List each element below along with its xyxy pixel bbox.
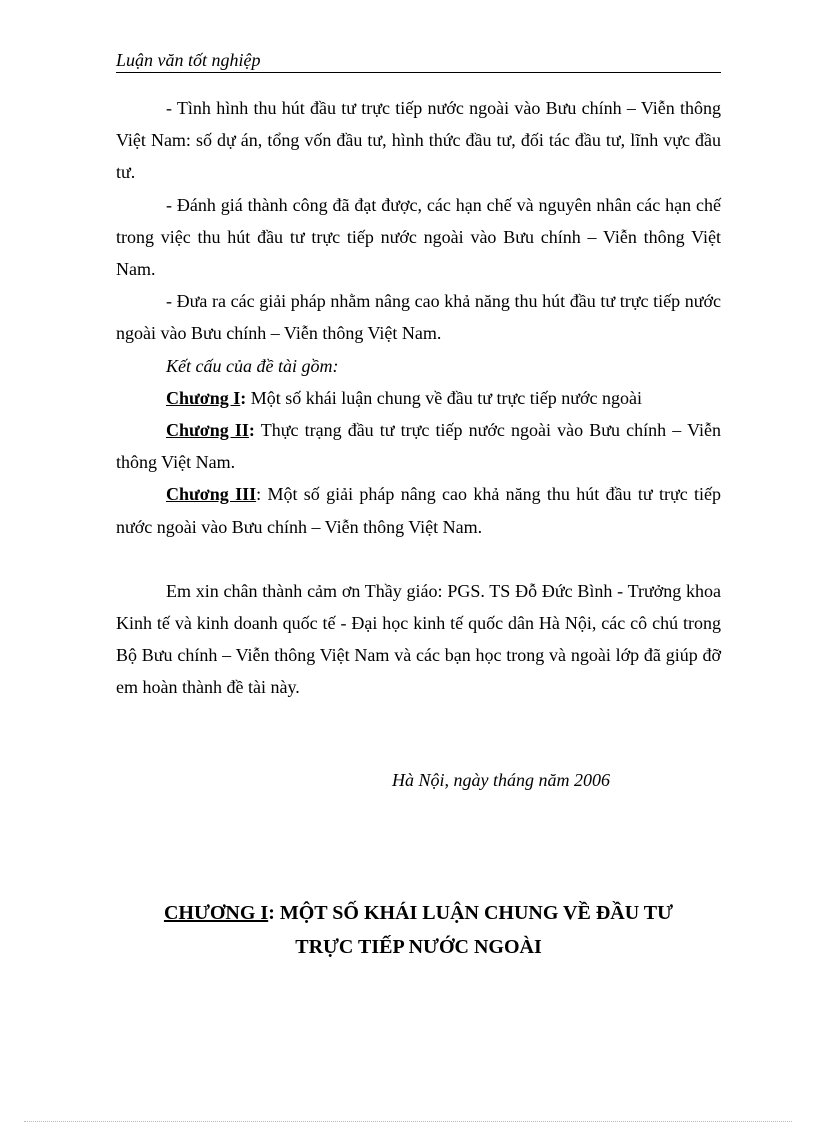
chapter-heading-line-1: [116, 896, 721, 930]
chapter-heading-line-2: TRỰC TIẾP NƯỚC NGOÀI: [295, 936, 542, 958]
structure-intro: Kết cấu của đề tài gồm:: [166, 355, 339, 376]
chapter-text: Thực trạng đầu tư trực tiếp nước ngoài vào Bưu chính – Viễn thông Việt Nam.: [116, 420, 721, 473]
objective-paragraph: - Đưa ra các giải pháp nhằm nâng cao khả năng thu hút đầu tư trực tiếp nước ngoài vào Bưu chính – Viễn thông Việt Nam.: [116, 291, 721, 344]
chapter-separator: :: [256, 484, 262, 505]
chapter-separator: :: [248, 420, 255, 441]
chapter-label: Chương I: [166, 387, 241, 408]
chapter-label: Chương II: [166, 420, 249, 441]
chapter-text: Một số giải pháp nâng cao khả năng thu hút đầu tư trực tiếp nước ngoài vào Bưu chính – Viễn thông Việt Nam.: [116, 484, 721, 537]
objective-paragraph: - Đánh giá thành công đã đạt được, các hạn chế và nguyên nhân các hạn chế trong việc thu hút đầu tư trực tiếp nước ngoài vào Bưu chính – Viễn thông Việt Nam.: [116, 194, 721, 280]
acknowledgement-paragraph: Em xin chân thành cảm ơn Thầy giáo: PGS. TS Đỗ Đức Bình - Trưởng khoa Kinh tế và kinh doanh quốc tế - Đại học kinh tế quốc dân Hà Nội, các cô chú trong Bộ Bưu chính – Viễn thông Việt Nam và các bạn học trong và ngoài lớp đã giúp đỡ em hoàn thành đề tài này.: [116, 580, 721, 698]
chapter-separator: :: [240, 387, 247, 408]
place-date: Hà Nội, ngày tháng năm 2006: [392, 770, 610, 790]
chapter-item: [116, 382, 721, 414]
spacer: [116, 543, 721, 575]
chapter-heading-label: CHƯƠNG I: [163, 902, 269, 924]
chapter-label: Chương III: [166, 484, 257, 505]
chapter-text: Một số khái luận chung về đầu tư trực tiếp nước ngoài: [246, 387, 642, 408]
objective-paragraph: - Tình hình thu hút đầu tư trực tiếp nước ngoài vào Bưu chính – Viễn thông Việt Nam: số dự án, tổng vốn đầu tư, hình thức đầu tư, đối tác đầu tư, lĩnh vực đầu tư.: [116, 98, 721, 183]
chapter-item: [116, 414, 721, 478]
header-title: Luận văn tốt nghiệp: [116, 50, 261, 70]
chapter-item: [116, 478, 721, 542]
chapter-heading-rest: : MỘT SỐ KHÁI LUẬN CHUNG VỀ ĐẦU TƯ: [268, 902, 674, 924]
page-bottom-divider: [24, 1121, 792, 1122]
document-body: [116, 92, 721, 704]
page-header: [116, 50, 721, 73]
chapter-heading: [116, 896, 721, 964]
